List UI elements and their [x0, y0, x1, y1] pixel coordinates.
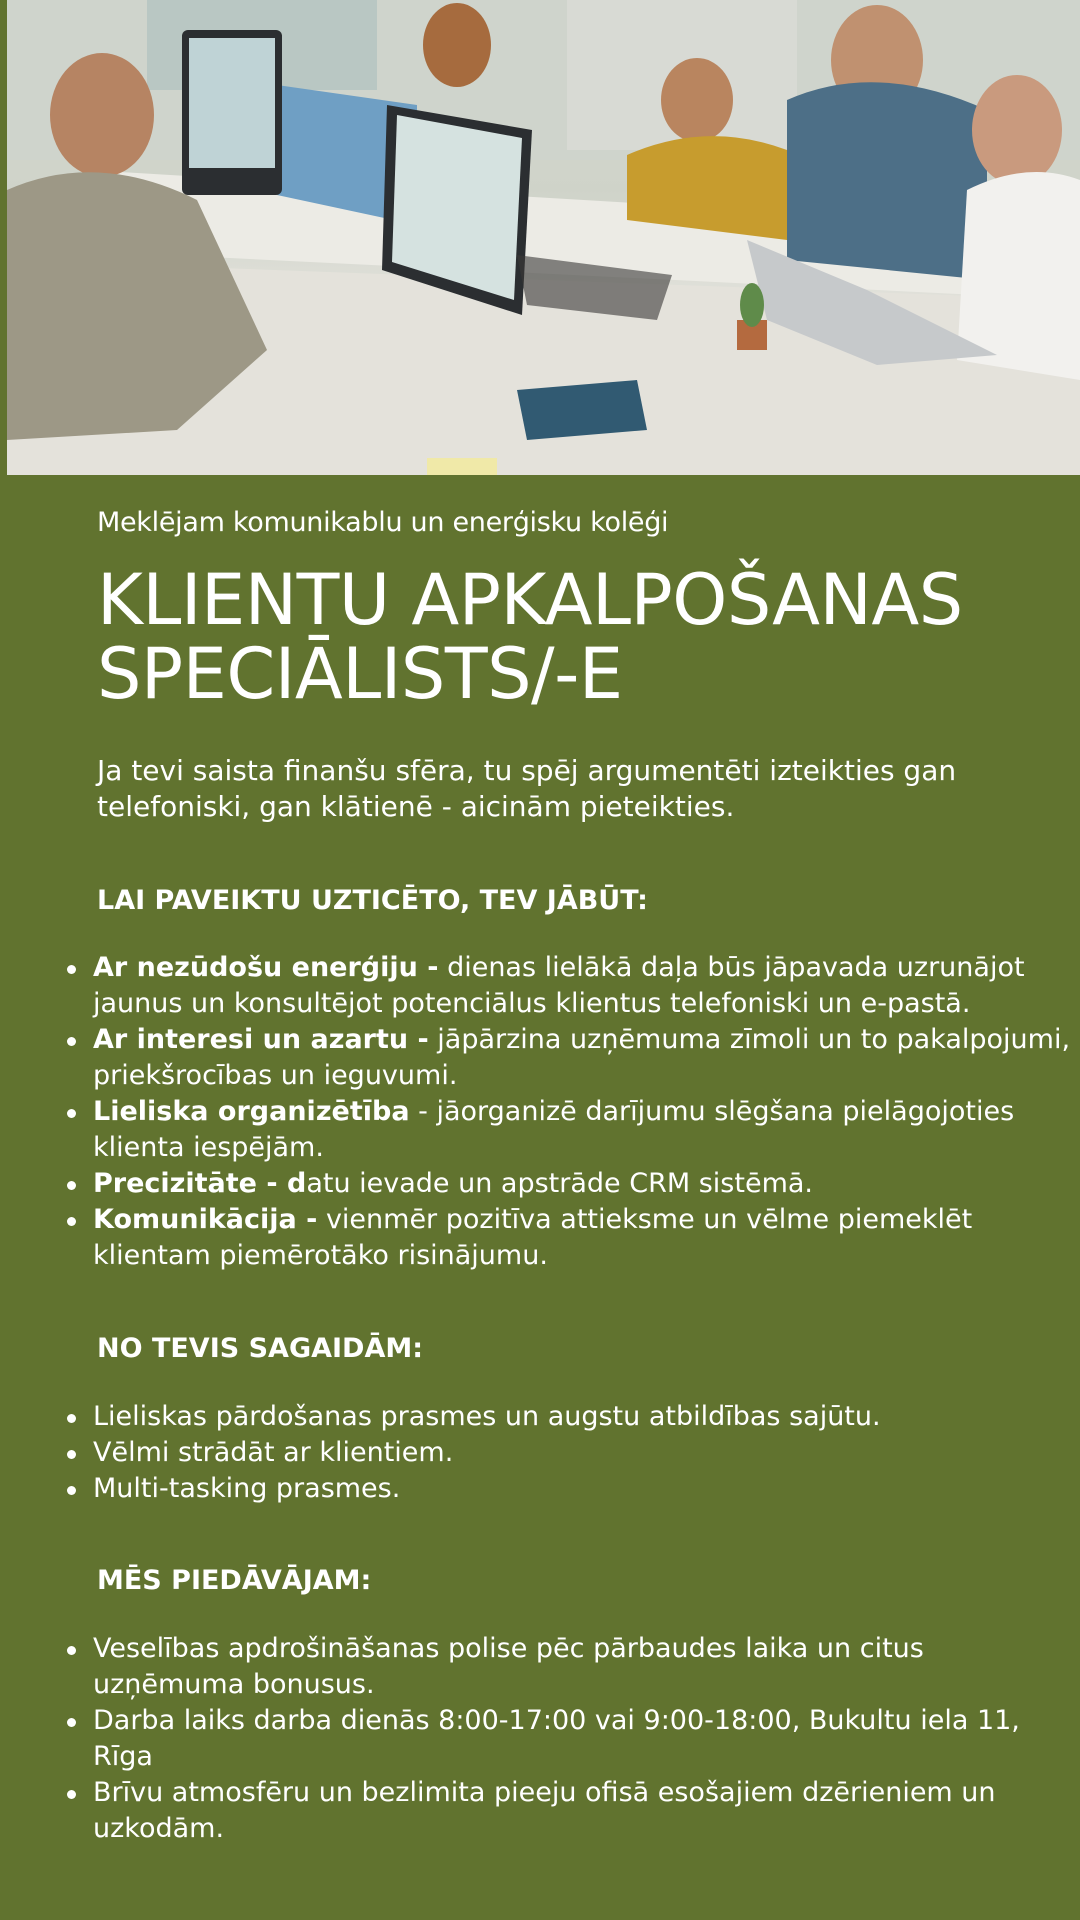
- job-title: KLIENTU APKALPOŠANAS SPECIĀLISTS/-E: [97, 559, 963, 715]
- list-item: Lieliskas pārdošanas prasmes un augstu atbildības sajūtu.: [93, 1399, 1080, 1435]
- requirements-heading: LAI PAVEIKTU UZTICĒTO, TEV JĀBŪT:: [97, 885, 648, 916]
- expectations-heading: NO TEVIS SAGAIDĀM:: [97, 1333, 424, 1364]
- offer-heading: MĒS PIEDĀVĀJAM:: [97, 1565, 372, 1596]
- office-scene-illustration: [7, 0, 1080, 475]
- requirements-list: [55, 950, 1080, 1274]
- hero-office-photo: [7, 0, 1080, 475]
- list-item: Multi-tasking prasmes.: [93, 1471, 1080, 1507]
- intro-text: Ja tevi saista finanšu sfēra, tu spēj argumentēti izteikties gan telefoniski, gan klātienē - aicinām pieteikties.: [97, 754, 957, 823]
- list-item: Vēlmi strādāt ar klientiem.: [93, 1435, 1080, 1471]
- list-item: Ar interesi un azartu - jāpārzina uzņēmuma zīmoli un to pakalpojumi, priekšrocības un ieguvumi.: [93, 1022, 1080, 1094]
- list-item: Darba laiks darba dienās 8:00-17:00 vai 9:00-18:00, Bukultu iela 11, Rīga: [93, 1703, 1080, 1775]
- offer-list: [55, 1631, 1080, 1847]
- tagline: Meklējam komunikablu un enerģisku kolēģi: [97, 507, 669, 538]
- list-item: Veselības apdrošināšanas polise pēc pārbaudes laika un citus uzņēmuma bonusus.: [93, 1631, 1080, 1703]
- list-item: Komunikācija - vienmēr pozitīva attieksme un vēlme piemeklēt klientam piemērotāko risinājumu.: [93, 1202, 1080, 1274]
- expectations-list: [55, 1399, 1080, 1507]
- list-item: Lieliska organizētība - jāorganizē darījumu slēgšana pielāgojoties klienta iespējām.: [93, 1094, 1080, 1166]
- list-item: Ar nezūdošu enerģiju - dienas lielākā daļa būs jāpavada uzrunājot jaunus un konsultējot potenciālus klientus telefoniski un e-pastā.: [93, 950, 1080, 1022]
- list-item: Brīvu atmosfēru un bezlimita pieeju ofisā esošajiem dzērieniem un uzkodām.: [93, 1775, 1080, 1847]
- list-item: Precizitāte - datu ievade un apstrāde CRM sistēmā.: [93, 1166, 1080, 1202]
